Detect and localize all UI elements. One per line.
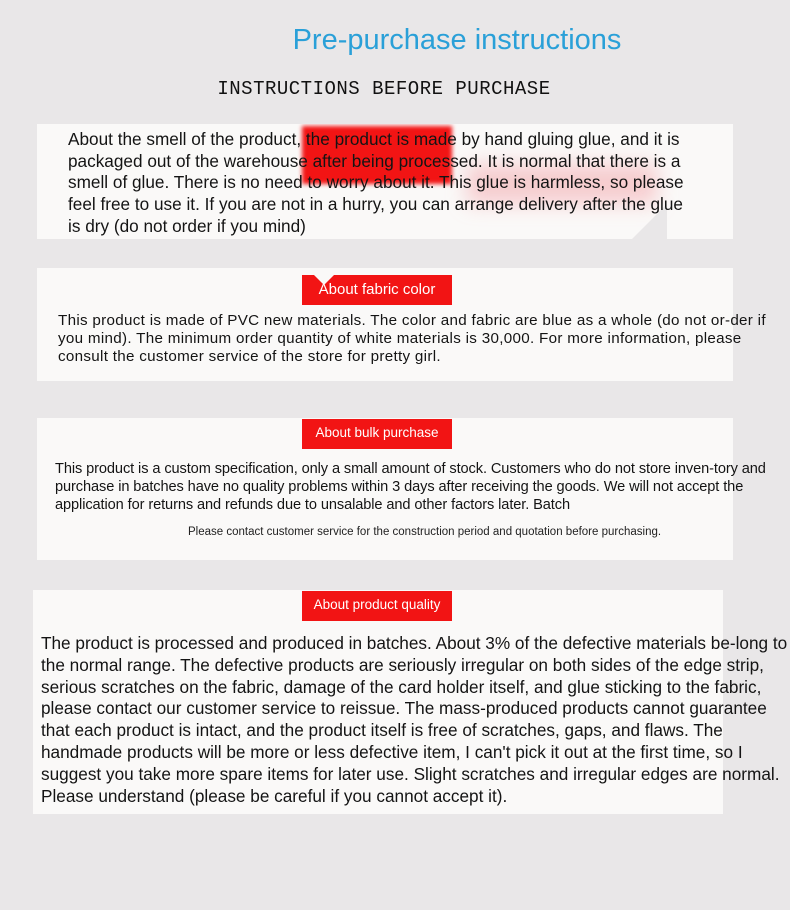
smell-section-text: About the smell of the product, the product is made by hand gluing glue, and it is packaged out of the warehouse after being processed. It is normal that there is a smell of glue. There is no need to worry about it. This glue is harmless, so please feel free to use it. If you are not in a hurry, you can arrange delivery after the glue is dry (do not order if you mind) — [68, 129, 684, 236]
bulk-purchase-note: Please contact customer service for the construction period and quotation before purchasing. — [188, 526, 662, 538]
page-subtitle: INSTRUCTIONS BEFORE PURCHASE — [217, 78, 551, 100]
bulk-purchase-tab: About bulk purchase — [302, 419, 452, 449]
product-quality-text: The product is processed and produced in batches. About 3% of the defective materials be-long to the normal range. The defective products are seriously irregular on both sides of the edge strip, serious scratches on the fabric, damage of the card holder itself, and glue sticking to the fabric, please contact our customer service to reissue. The mass-produced products cannot guarantee that each product is intact, and the product itself is free of scratches, gaps, and flaws. The handmade products will be more or less defective item, I can't pick it out at the first time, so I suggest you take more spare items for later use. Slight scratches and irregular edges are normal. Please understand (please be careful if you cannot accept it). — [41, 633, 788, 806]
bulk-purchase-text: This product is a custom specification, only a small amount of stock. Customers who do not store inven-tory and purchase in batches have no quality problems within 3 days after receiving the goods. We will not accept the application for returns and refunds due to unsalable and other factors later. Batch — [55, 461, 766, 513]
page-title: Pre-purchase instructions — [292, 24, 622, 56]
fabric-color-text: This product is made of PVC new materials. The color and fabric are blue as a whole (do not or-der if you mind). The minimum order quantity of white materials is 30,000. For more information, please consult the customer service of the store for pretty girl. — [58, 312, 766, 365]
fabric-color-tab: About fabric color — [302, 275, 452, 305]
tab-notch — [314, 275, 334, 285]
product-quality-tab: About product quality — [302, 591, 452, 621]
